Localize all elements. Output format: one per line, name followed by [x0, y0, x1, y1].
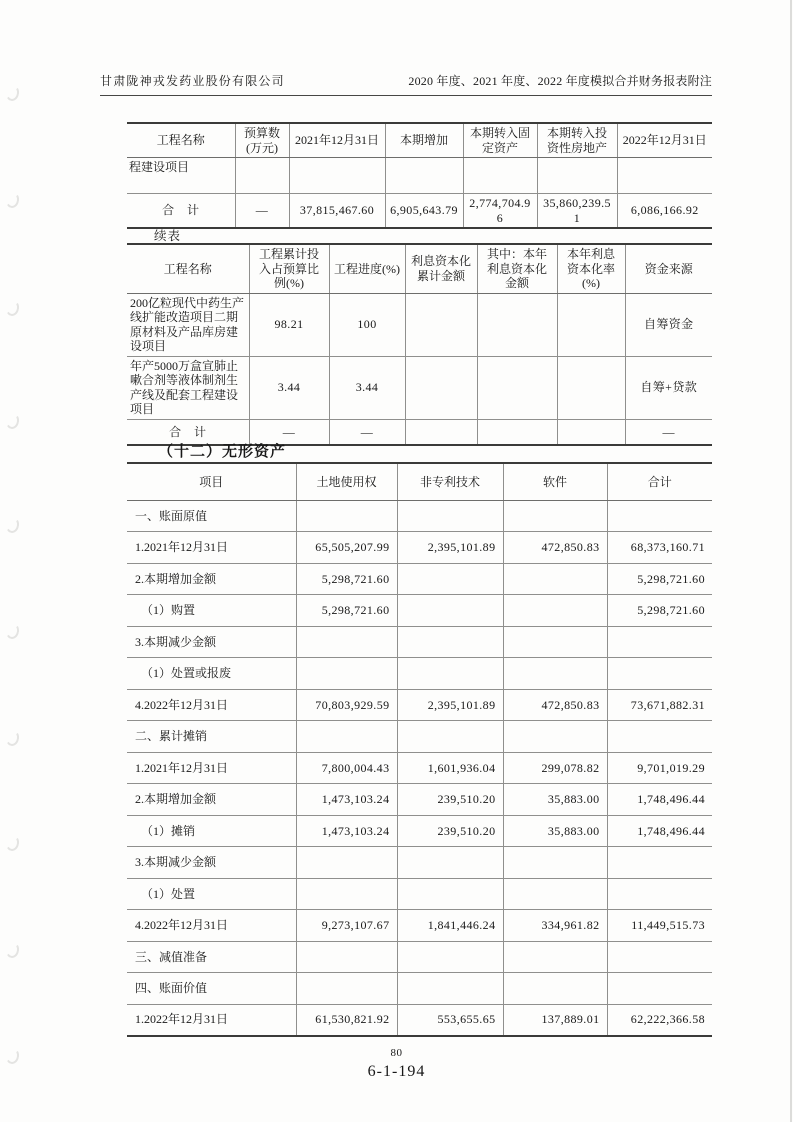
binding-mark-icon	[5, 412, 21, 430]
binding-mark-icon	[5, 516, 21, 534]
column-header: 本期增加	[385, 123, 463, 158]
empty-cell	[385, 158, 463, 194]
empty-cell	[607, 500, 712, 532]
table-row	[127, 158, 712, 194]
empty-cell	[397, 500, 503, 532]
row-label: 4.2022年12月31日	[127, 910, 296, 942]
table-row	[127, 293, 712, 356]
row-label: 合 计	[127, 419, 249, 445]
value-cell: 239,510.20	[397, 815, 503, 847]
empty-cell	[296, 973, 397, 1005]
row-label: （1）购置	[127, 595, 296, 627]
empty-cell	[296, 500, 397, 532]
empty-cell	[537, 158, 617, 194]
column-header: 工程名称	[127, 244, 249, 293]
row-label: 4.2022年12月31日	[127, 689, 296, 721]
value-cell: 6,086,166.92	[617, 194, 712, 229]
value-cell: 239,510.20	[397, 784, 503, 816]
binding-mark-icon	[5, 84, 21, 102]
empty-cell	[296, 878, 397, 910]
row-label: 1.2021年12月31日	[127, 752, 296, 784]
column-header: 2021年12月31日	[289, 123, 385, 158]
value-cell: 1,841,446.24	[397, 910, 503, 942]
value-cell: 553,655.65	[397, 1004, 503, 1036]
empty-cell	[557, 293, 625, 356]
row-label: （1）处置或报废	[127, 658, 296, 690]
column-header: 工程累计投入占预算比例(%)	[249, 244, 329, 293]
empty-cell	[477, 356, 557, 419]
value-cell: 35,883.00	[503, 784, 607, 816]
value-cell: 1,473,103.24	[296, 784, 397, 816]
empty-cell	[405, 293, 477, 356]
value-cell: 2,395,101.89	[397, 689, 503, 721]
value-cell: 5,298,721.60	[607, 595, 712, 627]
column-header: 土地使用权	[296, 463, 397, 500]
empty-cell	[607, 973, 712, 1005]
table-row	[127, 721, 712, 753]
empty-cell	[607, 721, 712, 753]
table-row	[127, 973, 712, 1005]
table-row	[127, 500, 712, 532]
value-cell: 472,850.83	[503, 532, 607, 564]
dash-cell: —	[235, 194, 289, 229]
value-cell: 7,800,004.43	[296, 752, 397, 784]
document-code: 6-1-194	[367, 1063, 426, 1080]
column-header: 工程名称	[127, 123, 235, 158]
value-cell: 9,273,107.67	[296, 910, 397, 942]
empty-cell	[607, 941, 712, 973]
text-cell: 自筹+贷款	[625, 356, 712, 419]
value-cell: 35,883.00	[503, 815, 607, 847]
empty-cell	[405, 356, 477, 419]
empty-cell	[503, 563, 607, 595]
continued-table-label: 续表	[154, 229, 182, 243]
empty-cell	[503, 658, 607, 690]
value-cell: 35,860,239.51	[537, 194, 617, 229]
value-cell: 65,505,207.99	[296, 532, 397, 564]
column-header: 本期转入固定资产	[463, 123, 537, 158]
row-label: 年产5000万盒宣肺止嗽合剂等液体制剂生产线及配套工程建设项目	[127, 356, 249, 419]
row-label: 200亿粒现代中药生产线扩能改造项目二期原材料及产品库房建设项目	[127, 293, 249, 356]
empty-cell	[397, 847, 503, 879]
table-row	[127, 941, 712, 973]
header-row	[127, 463, 712, 500]
binding-mark-icon	[5, 622, 21, 640]
row-label: 3.本期减少金额	[127, 626, 296, 658]
empty-cell	[477, 293, 557, 356]
column-header: 项目	[127, 463, 296, 500]
dash-cell: —	[625, 419, 712, 445]
page-header	[100, 72, 712, 96]
column-header: 本期转入投资性房地产	[537, 123, 617, 158]
empty-cell	[607, 658, 712, 690]
empty-cell	[397, 721, 503, 753]
value-cell: 2,395,101.89	[397, 532, 503, 564]
row-label: （1）摊销	[127, 815, 296, 847]
value-cell: 5,298,721.60	[607, 563, 712, 595]
table-row	[127, 752, 712, 784]
empty-cell	[503, 847, 607, 879]
value-cell: 334,961.82	[503, 910, 607, 942]
row-label: 3.本期减少金额	[127, 847, 296, 879]
construction-progress-detail-table	[127, 243, 712, 446]
column-header: 预算数(万元)	[235, 123, 289, 158]
binding-mark-icon	[5, 729, 21, 747]
table-row	[127, 815, 712, 847]
table-row	[127, 847, 712, 879]
empty-cell	[463, 158, 537, 194]
empty-cell	[503, 973, 607, 1005]
value-cell: 9,701,019.29	[607, 752, 712, 784]
binding-mark-icon	[5, 834, 21, 852]
binding-mark-icon	[5, 299, 21, 317]
empty-cell	[477, 419, 557, 445]
table-row	[127, 784, 712, 816]
empty-cell	[235, 158, 289, 194]
column-header: 利息资本化累计金额	[405, 244, 477, 293]
empty-cell	[397, 941, 503, 973]
column-header: 本年利息资本化率(%)	[557, 244, 625, 293]
scan-edge-artifact	[790, 0, 792, 1122]
empty-cell	[296, 941, 397, 973]
company-name: 甘肃陇神戎发药业股份有限公司	[100, 74, 285, 88]
row-label: 合 计	[127, 194, 235, 229]
column-header: 软件	[503, 463, 607, 500]
table-row	[127, 878, 712, 910]
table-row	[127, 563, 712, 595]
empty-cell	[557, 356, 625, 419]
value-cell: 3.44	[329, 356, 405, 419]
value-cell: 68,373,160.71	[607, 532, 712, 564]
table-row	[127, 658, 712, 690]
empty-cell	[289, 158, 385, 194]
row-label: 1.2022年12月31日	[127, 1004, 296, 1036]
value-cell: 1,748,496.44	[607, 784, 712, 816]
table-row	[127, 910, 712, 942]
column-header: 非专利技术	[397, 463, 503, 500]
value-cell: 62,222,366.58	[607, 1004, 712, 1036]
empty-cell	[397, 563, 503, 595]
empty-cell	[296, 626, 397, 658]
empty-cell	[397, 626, 503, 658]
header-row	[127, 123, 712, 158]
row-label: 2.本期增加金额	[127, 563, 296, 595]
empty-cell	[397, 658, 503, 690]
binding-mark-icon	[5, 941, 21, 959]
intangible-assets-table	[127, 462, 712, 1037]
table-row	[127, 626, 712, 658]
header-row	[127, 244, 712, 293]
empty-cell	[503, 500, 607, 532]
row-label: 1.2021年12月31日	[127, 532, 296, 564]
report-title: 2020 年度、2021 年度、2022 年度模拟合并财务报表附注	[408, 74, 712, 88]
value-cell: 1,473,103.24	[296, 815, 397, 847]
empty-cell	[503, 595, 607, 627]
value-cell: 3.44	[249, 356, 329, 419]
row-label: 一、账面原值	[127, 500, 296, 532]
value-cell: 61,530,821.92	[296, 1004, 397, 1036]
section-heading: （十二）无形资产	[158, 444, 287, 460]
column-header: 其中：本年利息资本化金额	[477, 244, 557, 293]
row-label: 二、累计摊销	[127, 721, 296, 753]
table-row	[127, 1004, 712, 1036]
empty-cell	[607, 626, 712, 658]
empty-cell	[607, 878, 712, 910]
value-cell: 100	[329, 293, 405, 356]
value-cell: 472,850.83	[503, 689, 607, 721]
table-row	[127, 356, 712, 419]
table-row	[127, 194, 712, 229]
value-cell: 73,671,882.31	[607, 689, 712, 721]
value-cell: 5,298,721.60	[296, 563, 397, 595]
value-cell: 37,815,467.60	[289, 194, 385, 229]
empty-cell	[296, 847, 397, 879]
empty-cell	[296, 658, 397, 690]
row-label: 程建设项目	[127, 158, 235, 194]
empty-cell	[397, 595, 503, 627]
dash-cell: —	[329, 419, 405, 445]
empty-cell	[503, 941, 607, 973]
column-header: 2022年12月31日	[617, 123, 712, 158]
column-header: 工程进度(%)	[329, 244, 405, 293]
empty-cell	[397, 878, 503, 910]
binding-mark-icon	[5, 191, 21, 209]
empty-cell	[503, 721, 607, 753]
empty-cell	[405, 419, 477, 445]
dash-cell: —	[249, 419, 329, 445]
empty-cell	[503, 878, 607, 910]
value-cell: 98.21	[249, 293, 329, 356]
page-number: 80	[390, 1047, 403, 1059]
table-row	[127, 595, 712, 627]
value-cell: 11,449,515.73	[607, 910, 712, 942]
value-cell: 70,803,929.59	[296, 689, 397, 721]
column-header: 资金来源	[625, 244, 712, 293]
empty-cell	[296, 721, 397, 753]
column-header: 合计	[607, 463, 712, 500]
construction-in-progress-table	[127, 122, 712, 229]
value-cell: 299,078.82	[503, 752, 607, 784]
empty-cell	[557, 419, 625, 445]
value-cell: 2,774,704.96	[463, 194, 537, 229]
row-label: 三、减值准备	[127, 941, 296, 973]
value-cell: 1,601,936.04	[397, 752, 503, 784]
table-row	[127, 689, 712, 721]
text-cell: 自筹资金	[625, 293, 712, 356]
row-label: （1）处置	[127, 878, 296, 910]
table-row	[127, 532, 712, 564]
value-cell: 6,905,643.79	[385, 194, 463, 229]
empty-cell	[397, 973, 503, 1005]
empty-cell	[617, 158, 712, 194]
value-cell: 5,298,721.60	[296, 595, 397, 627]
row-label: 四、账面价值	[127, 973, 296, 1005]
row-label: 2.本期增加金额	[127, 784, 296, 816]
empty-cell	[607, 847, 712, 879]
value-cell: 137,889.01	[503, 1004, 607, 1036]
value-cell: 1,748,496.44	[607, 815, 712, 847]
empty-cell	[503, 626, 607, 658]
